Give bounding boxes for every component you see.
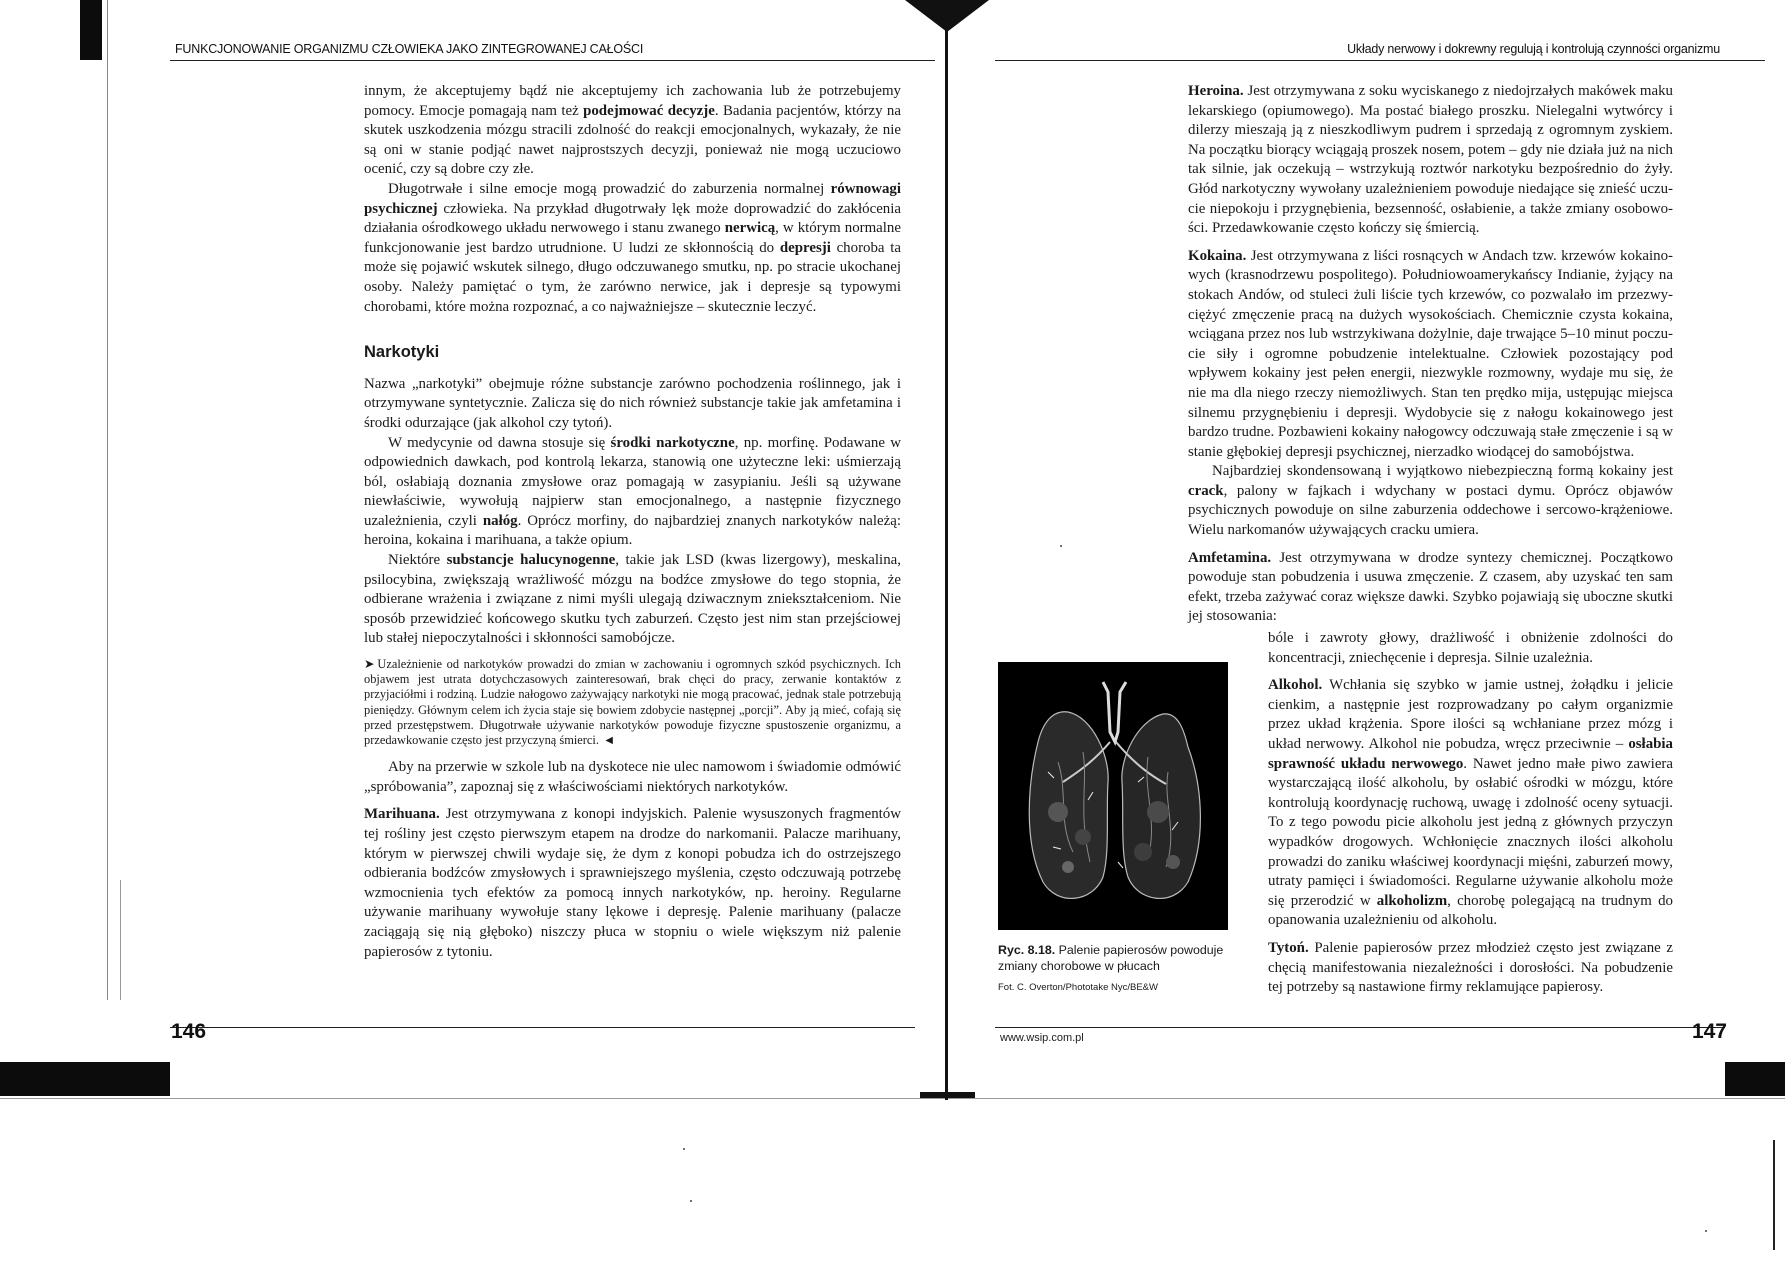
bold-term: nałóg bbox=[482, 512, 518, 529]
header-rule-left bbox=[170, 60, 935, 61]
bold-term: Heroina. bbox=[1188, 83, 1244, 99]
bold-term: podejmować decyzje bbox=[583, 102, 715, 119]
text-run: bóle i zawroty głowy, drażliwość i obniżenie zdolności do koncentracji, zniechęcenie i depresja. Silnie uzależnia. bbox=[1268, 630, 1673, 666]
paragraph bbox=[1268, 939, 1673, 998]
bold-term: alkoholizm bbox=[1376, 892, 1448, 909]
text-run: Palenie papierosów przez młodzież często jest związane z chęcią manifestowania niezależności i dorosłości. Na pobudzenie tej potrzeby są nastawione firmy reklamujące papierosy. bbox=[1268, 939, 1673, 996]
text-run: . Oprócz morfiny, do najbardziej znanych narkotyków należą: heroina, kokaina i marihuana, a także opium. bbox=[364, 512, 901, 549]
paragraph bbox=[364, 82, 901, 180]
text-run: Najbardziej skondensowaną i wyjątkowo niebezpieczną formą kokainy jest bbox=[1212, 463, 1673, 480]
right-text-column bbox=[1188, 82, 1673, 627]
text-run: . Nawet jedno małe piwo zawiera wystarczającą ilość alkoholu, by osłabić ośrodki w mózgu, które kontrolują koordynację ruchową, uwagę i zdolność oceny sytuacji. To z tego powodu picie alkoholu jest jedną z głównych przyczyn wypadków drogowych. Wchłonięcie znacznych ilości alkoholu prowadzi do zaniku właściwej koordynacji mięśni, zaburzeń mowy, utraty pamięci i świadomości. Regularne używanie alkoholu może się przerodzić w bbox=[1268, 755, 1673, 909]
text-run: człowieka. Na przykład długotrwały lęk może doprowadzić do zakłócenia działania ośrodkowego układu nerwowego i stanu zwanego bbox=[364, 200, 901, 237]
left-text-column bbox=[364, 82, 901, 962]
text-run: Jest otrzymywana z liści rosnących w Andach tzw. krzewów kokainowych (krasnodrzewu pospolitego). Południowoamerykańscy Indianie, żyjący na stokach Andów, od stuleci żuli liście tych krzewów, co pozwalało im przezwyciężyć zmęczenie pracą na dużych wysokościach. Chemicznie czysta kokaina, wciągana przez nos lub wstrzykiwana dożylnie, daje trwające 5–10 minut poczucie siły i ogromne pobudzenie intelektualne. Człowiek pozostający pod wpływem kokainy jest pełen energii, niezwykle rozmowny, wydaje mu się, że nie ma dla niego rzeczy niemożliwych. Stan ten prędko mija, ustępując miejsca silnemu przygnębieniu i depresji. Wydobycie się z nałogu kokainowego jest bardzo trudne. Pozbawieni kokainy nałogowcy odczuwają stałe zmęczenie i są w stanie głębokiej depresji psychicznej, nierzadko wiodącej do samobójstwa. bbox=[1188, 247, 1673, 460]
bold-term: Alkohol. bbox=[1268, 677, 1323, 694]
paragraph bbox=[1268, 629, 1673, 668]
text-run: , chorobę polegającą na trudnym do opanowania uzależnieniu od alkoholu. bbox=[1268, 892, 1673, 929]
bold-term: równowagi psychicznej bbox=[364, 180, 901, 217]
arrow-right-icon: ➤ bbox=[364, 657, 375, 672]
text-run: , takie jak LSD (kwas lizergowy), meskalina, psilocybina, zwiększają wrażliwość mózgu na bodźce zmysłowe do tego stopnia, że odbierane wrażenia i związane z nimi myśli ulegają dziwacznym zniekształceniom. Nie sposób przewidzieć końcowego skutku tych zaburzeń. Często jest nim stan przejściowej lub stałej niepoczytalności i skłonności samobójcze. bbox=[364, 552, 901, 647]
right-page bbox=[950, 0, 1785, 1262]
text-run: Jest otrzymywana z soku wyciskanego z niedojrzałych makówek maku lekarskiego (opiumowego). Ma postać białego proszku. Nielegalni wytwórcy i dilerzy mieszają ją z nieszkodliwym pudrem i sprzedają z ogromnym zyskiem. Na początku biorący wciągają proszek nosem, potem – gdy nie działa już na nich tak silnie, jak oczekują – wstrzykują roztwór narkotyku bezpośrednio do żyły. Głód narkotyczny wywołany uzależnieniem powoduje niedające się znieść uczucie niepokoju i przygnębienia, bezsenność, osłabienie, a także zmiany osobowości. Przedawkowanie często kończy się śmiercią. bbox=[1188, 83, 1673, 237]
footer-rule-right bbox=[995, 1027, 1725, 1028]
footer-rule-left bbox=[170, 1027, 915, 1028]
bold-term: Amfetamina. bbox=[1188, 549, 1272, 566]
paragraph bbox=[1188, 462, 1673, 540]
page-number-left: 146 bbox=[171, 1020, 207, 1043]
paragraph bbox=[364, 551, 901, 649]
running-head-left: FUNKCJONOWANIE ORGANIZMU CZŁOWIEKA JAKO ZINTEGROWANEJ CAŁOŚCI bbox=[175, 42, 644, 56]
text-run: Nazwa „narkotyki” obejmuje różne substancje zarówno pochodzenia roślinnego, jak i otrzymywane syntetycznie. Zalicza się do nich również substancje takie jak amfetamina i środki odurzające (jak alkohol czy tytoń). bbox=[364, 375, 901, 431]
note-text: Uzależnienie od narkotyków prowadzi do zmian w zachowaniu i ogromnych szkód psychicznych. Ich objawem jest utrata dotychczasowych zainteresowań, brak chęci do pracy, zerwanie kontaktów z przyjaciółmi i rodziną. Ludzie nałogowo zażywający narkotyki nie mogą pracować, jednak stale potrzebują pieniędzy. Głównym celem ich życia staje się bowiem zdobycie następnej „porcji”. Aby ją mieć, cofają się przed przestępstwem. Długotrwałe używanie narkotyków powoduje fizyczne spustoszenie organizmu, a przedawkowanie często jest przyczyną śmierci. bbox=[364, 657, 901, 748]
text-run: , np. morfinę. Podawane w odpowiednich dawkach, pod kontrolą lekarza, stanowią one użyteczne leki: uśmierzają ból, osłabiają doznania zmysłowe oraz pomagają w zasypianiu. Jeśli są używane niewłaściwie, wywołują najpierw stan emocjonalnego, a następnie fizycznego uzależnienia, czyli bbox=[364, 434, 901, 529]
lung-photo-illustration bbox=[998, 662, 1228, 930]
text-run: innym, że akceptujemy bądź nie akceptujemy ich zachowania lub że potrzebujemy pomocy. Emocje pomagają nam też bbox=[364, 83, 901, 119]
bold-term: Marihuana. bbox=[364, 806, 440, 823]
paragraph bbox=[1268, 676, 1673, 931]
lung-photo bbox=[998, 662, 1228, 930]
figure-credit: Fot. C. Overton/Phototake Nyc/BE&W bbox=[998, 982, 1158, 993]
paragraph bbox=[1188, 247, 1673, 463]
text-run: Jest otrzymywana z konopi indyjskich. Palenie wysuszonych fragmentów tej rośliny jest często pierwszym etapem na drodze do narkomanii. Palacze marihuany, którym w pierwszej chwili wydaje się, że dym z konopi pobudza ich do ostrzejszego odbierania bodźców zmysłowych i sprawniejszego myślenia, często odczuwają potrzebę wzmocnienia tych efektów za pomocą innych narkotyków, np. heroiny. Regularne używanie marihuany wywołuje stany lękowe i depresję. Palenie marihuany (palacze zaciągają się nią głęboko) niszczy płuca w stopniu o wiele większym niż palenie papierosów z tytoniu. bbox=[364, 806, 901, 960]
arrow-left-icon: ◄ bbox=[602, 733, 616, 748]
figure-caption bbox=[998, 943, 1238, 974]
page-number-right: 147 bbox=[1691, 1020, 1727, 1043]
text-run: choroba ta może się pojawić wskutek silnego, długo odczuwanego smutku, np. po stracie ukochanej osoby. Należy pamiętać o tym, że zarówno nerwice, jak i depresje są typowymi chorobami, które można rozpoznać, a co najważniejsze – skutecznie leczyć. bbox=[364, 239, 901, 315]
paragraph bbox=[364, 805, 901, 962]
footer-url: www.wsip.com.pl bbox=[1000, 1032, 1084, 1044]
paragraph bbox=[364, 375, 901, 434]
text-run: Niektóre bbox=[388, 552, 447, 569]
text-run: Długotrwałe i silne emocje mogą prowadzić do zaburzenia normalnej bbox=[388, 180, 831, 197]
paragraph bbox=[364, 758, 901, 797]
bold-term: Tytoń. bbox=[1268, 939, 1309, 956]
bold-term: depresji bbox=[779, 239, 831, 256]
text-run: . Badania pacjentów, którzy na skutek uszkodzenia mózgu stracili zdolność do reakcji emocjonalnych, wykazały, że nie są oni w stanie podjąć nawet najprostszych decyzji, ponieważ nie mogą uczuciowo ocenić, czy są dobre czy złe. bbox=[364, 102, 901, 178]
header-rule-right bbox=[995, 60, 1765, 61]
text-run: Aby na przerwie w szkole lub na dyskotece nie ulec namowom i świadomie odmówić „spróbowania”, zapoznaj się z właściwościami niektórych narkotyków. bbox=[364, 759, 901, 795]
paragraph bbox=[364, 434, 901, 552]
bold-term: nerwicą bbox=[724, 220, 776, 237]
warning-note bbox=[364, 657, 901, 748]
figure-label: Ryc. 8.18. bbox=[998, 943, 1056, 957]
bold-term: osłabia sprawność układu nerwowego bbox=[1268, 735, 1673, 772]
section-heading: Narkotyki bbox=[364, 343, 440, 362]
bold-term: crack bbox=[1188, 482, 1224, 499]
running-head-right: Układy nerwowy i dokrewny regulują i kontrolują czynności organizmu bbox=[1347, 42, 1720, 56]
paragraph bbox=[1188, 549, 1673, 627]
figure-caption-text: Palenie papierosów powoduje zmiany chorobowe w płucach bbox=[998, 943, 1224, 973]
bold-term: Kokaina. bbox=[1188, 247, 1247, 264]
text-run: Jest otrzymywana w drodze syntezy chemicznej. Początkowo powoduje stan pobudzenia i usuwa zmęczenie. Z czasem, aby uzyskać ten sam efekt, trzeba zażywać coraz większe dawki. Szybko pojawiają się uboczne skutki jej stosowania: bbox=[1188, 549, 1673, 625]
right-text-column-narrow bbox=[1268, 629, 1673, 998]
text-run: Wchłania się szybko w jamie ustnej, żołądku i jelicie cienkim, a następnie jest rozprowadzany po całym organizmie przez układ krążenia. Spore ilości są wchłaniane przez mózg i układ nerwowy. Alkohol nie pobudza, wręcz przeciwnie – bbox=[1268, 677, 1673, 752]
text-run: W medycynie od dawna stosuje się bbox=[388, 434, 611, 451]
bold-term: substancje halucynogenne bbox=[446, 552, 616, 569]
text-run: , palony w fajkach i wdychany w postaci dymu. Oprócz objawów psychicznych powoduje on silne zaburzenia oddechowe i sercowo-krążeniowe. Wielu narkomanów używających cracku umiera. bbox=[1188, 482, 1673, 539]
text-run: , w którym normalne funkcjonowanie jest bardzo utrudnione. U ludzi ze skłonnością do bbox=[364, 220, 901, 256]
paragraph bbox=[1188, 82, 1673, 239]
bold-term: środki narkotyczne bbox=[610, 434, 735, 451]
paragraph bbox=[364, 180, 901, 317]
